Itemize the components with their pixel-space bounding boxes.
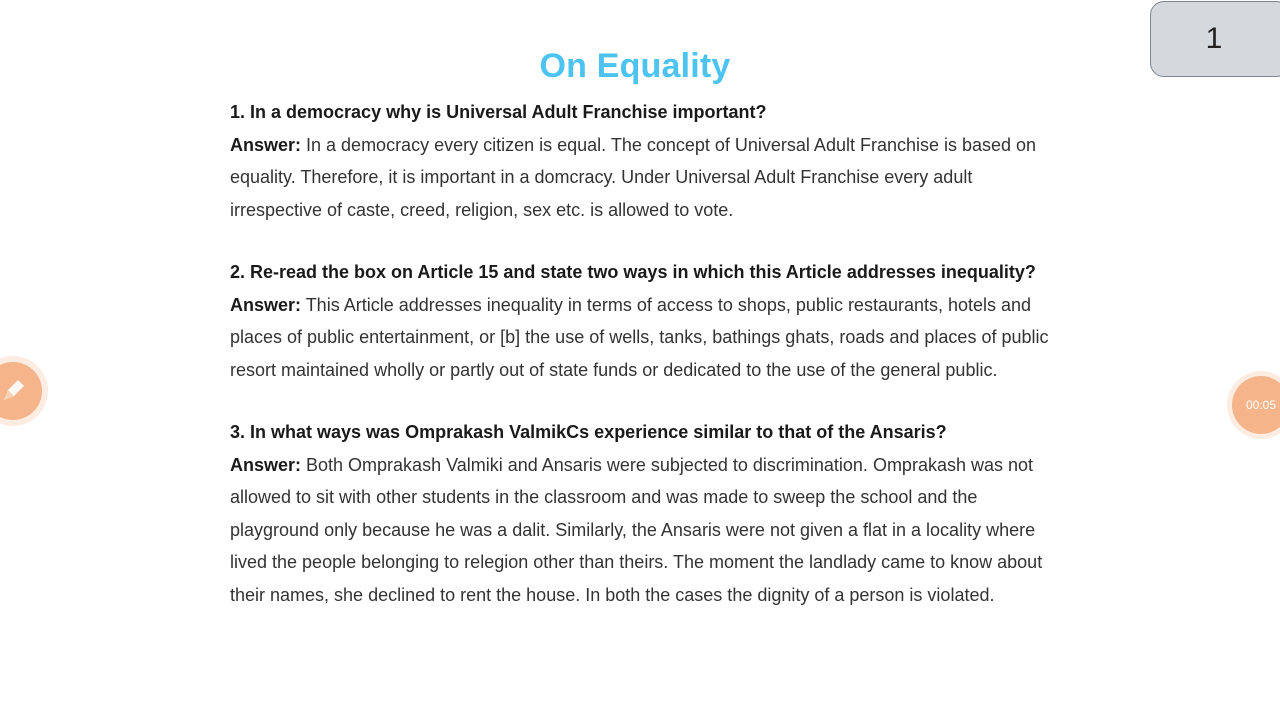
pencil-icon xyxy=(0,376,28,406)
page-number: 1 xyxy=(1205,22,1223,55)
qa-item xyxy=(230,256,1060,386)
answer-label: Answer: xyxy=(230,294,302,315)
page-number-badge[interactable] xyxy=(1150,1,1280,77)
question-text: 1. In a democracy why is Universal Adult Franchise important? xyxy=(230,102,767,122)
qa-item xyxy=(230,96,1060,226)
pen-tool-button[interactable] xyxy=(0,362,42,420)
answer-label: Answer: xyxy=(230,134,302,155)
question-text: 3. In what ways was Omprakash ValmikCs experience similar to that of the Ansaris? xyxy=(230,422,947,442)
answer-block xyxy=(230,289,1060,387)
timer-text: 00:05 xyxy=(1246,398,1277,412)
qa-item xyxy=(230,416,1060,611)
answer-block xyxy=(230,129,1060,227)
qa-list xyxy=(230,96,1060,641)
answer-text: Both Omprakash Valmiki and Ansaris were subjected to discrimination. Omprakash was not allowed to sit with other students in the classroom and was made to sweep the school and the playground only because he was a dalit. Similarly, the Ansaris were not given a flat in a locality where lived the people belonging to relegion other than theirs. The moment the landlady came to know about their names, she declined to rent the house. In both the cases the dignity of a person is violated. xyxy=(230,454,1043,605)
question-text: 2. Re-read the box on Article 15 and state two ways in which this Article addresses inequality? xyxy=(230,262,1036,282)
answer-label: Answer: xyxy=(230,454,302,475)
answer-text: In a democracy every citizen is equal. The concept of Universal Adult Franchise is based on equality. Therefore, it is important in a domcracy. Under Universal Adult Franchise every adult irrespective of caste, creed, religion, sex etc. is allowed to vote. xyxy=(230,134,1037,220)
answer-text: This Article addresses inequality in terms of access to shops, public restaurants, hotels and places of public entertainment, or [b] the use of wells, tanks, bathings ghats, roads and places of public resort maintained wholly or partly out of state funds or dedicated to the use of the general public. xyxy=(230,294,1049,380)
answer-block xyxy=(230,449,1060,612)
recording-timer-button[interactable] xyxy=(1232,376,1280,434)
page-title: On Equality xyxy=(539,47,731,85)
